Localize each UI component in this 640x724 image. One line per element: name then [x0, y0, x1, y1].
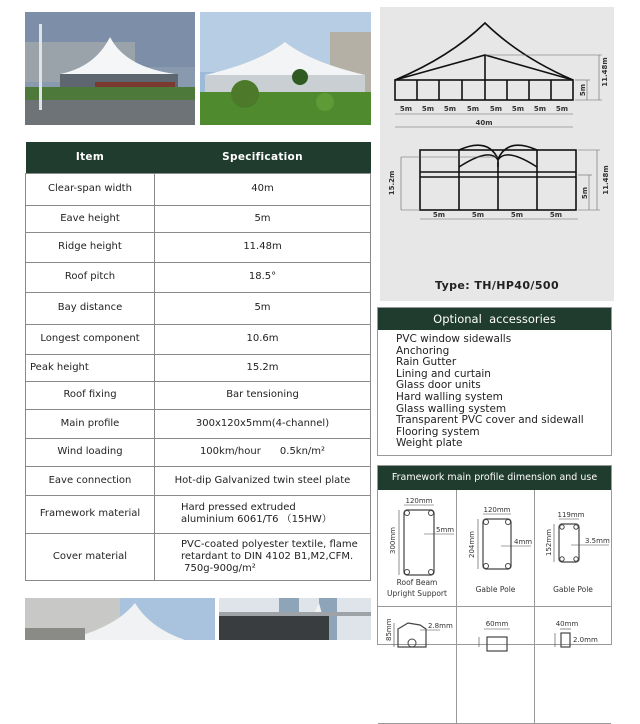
tent-photo-garden	[200, 12, 371, 125]
profile-use-label	[535, 584, 611, 595]
front-bay-label: 5m	[421, 105, 435, 113]
spec-item: Framework material	[26, 495, 155, 533]
spec-value: Bar tensioning	[155, 381, 371, 409]
front-bay-label: 5m	[466, 105, 480, 113]
column-header-item: Item	[26, 142, 155, 173]
profile-height: 300mm	[389, 527, 397, 554]
list-item: Glass walling system	[396, 402, 507, 415]
list-item: Anchoring	[396, 344, 450, 357]
tent-photo-factory	[25, 12, 195, 125]
spec-item: Eave height	[26, 205, 155, 232]
list-item: Transparent PVC cover and sidewall	[396, 414, 584, 427]
spec-item: Longest component	[26, 324, 155, 354]
profile-width: 60mm	[485, 620, 509, 628]
table-row	[26, 438, 371, 466]
side-bay-label: 5m	[510, 211, 524, 219]
profile-use-line: Roof Beam	[396, 578, 438, 587]
table-row	[26, 354, 371, 381]
spec-item: Roof pitch	[26, 262, 155, 292]
profile-thickness: 3.5mm	[585, 537, 610, 545]
spec-value	[155, 495, 371, 533]
profile-section-icon	[535, 607, 611, 724]
table-row	[26, 381, 371, 409]
optional-accessories-box	[377, 307, 612, 456]
spec-value-line: retardant to DIN 4102 B1,M2,CFM.	[181, 550, 354, 562]
profile-cell-gable-pole-a	[457, 490, 535, 607]
front-total-width: 40m	[475, 119, 493, 127]
accessories-list	[378, 330, 611, 450]
table-row	[26, 533, 371, 580]
front-bay-label: 5m	[533, 105, 547, 113]
tent-diagram-panel	[380, 7, 614, 301]
spec-item: Eave connection	[26, 466, 155, 495]
list-item: Glass door units	[396, 379, 481, 392]
tent-photo-bottom-right	[219, 598, 371, 640]
front-bay-label: 5m	[489, 105, 503, 113]
spec-item: Main profile	[26, 409, 155, 438]
list-item: Rain Gutter	[396, 356, 457, 369]
profile-height: 152mm	[545, 529, 553, 556]
spec-value: 10.6m	[155, 324, 371, 354]
profile-cell-roof-beam	[378, 490, 457, 607]
profile-thickness: 2.8mm	[428, 622, 453, 630]
profile-section-icon	[457, 607, 535, 724]
front-bay-label: 5m	[555, 105, 569, 113]
profile-width: 40mm	[555, 620, 579, 628]
side-peak-height: 15.2m	[388, 170, 396, 196]
spec-value: 100km/hour 0.5kn/m²	[155, 438, 371, 466]
table-row	[26, 292, 371, 324]
list-item: Hard walling system	[396, 390, 503, 403]
table-row	[26, 232, 371, 262]
front-eave-height: 5m	[579, 83, 587, 97]
side-ridge-height: 11.48m	[602, 165, 610, 195]
spec-value-line: Hard pressed extruded	[181, 502, 296, 513]
side-eave-height: 5m	[581, 186, 589, 200]
column-header-specification: Specification	[155, 142, 371, 173]
profile-width: 119mm	[557, 511, 585, 519]
table-row	[26, 495, 371, 533]
profile-section-icon	[378, 607, 457, 724]
profile-cell-gable-pole-b	[535, 490, 611, 607]
profile-thickness: 5mm	[436, 526, 455, 534]
spec-value: 11.48m	[155, 232, 371, 262]
list-item: PVC window sidewalls	[396, 333, 512, 345]
optional-accessories-title: Optional accessories	[378, 308, 611, 330]
spec-item: Clear-span width	[26, 173, 155, 205]
profile-width: 120mm	[405, 497, 433, 505]
framework-profile-title: Framework main profile dimension and use	[378, 466, 611, 490]
spec-value	[155, 533, 371, 580]
profile-use-line: Gable Pole	[475, 585, 516, 594]
tent-photo-bottom-left	[25, 598, 215, 640]
profile-cell-5	[457, 607, 535, 724]
front-bay-label: 5m	[443, 105, 457, 113]
front-ridge-height: 11.48m	[601, 57, 609, 87]
tent-elevation-diagrams	[380, 7, 614, 301]
table-row	[26, 173, 371, 205]
spec-item: Wind loading	[26, 438, 155, 466]
profile-width: 120mm	[483, 506, 511, 514]
spec-item: Ridge height	[26, 232, 155, 262]
side-bay-label: 5m	[549, 211, 563, 219]
profile-use-label	[378, 577, 456, 599]
list-item: Weight plate	[396, 437, 463, 450]
framework-profile-box	[377, 465, 612, 645]
spec-value: 5m	[155, 205, 371, 232]
spec-value-line: PVC-coated polyester textile, flame	[181, 538, 358, 550]
profile-height: 204mm	[468, 531, 476, 558]
side-bay-label: 5m	[432, 211, 446, 219]
list-item: Lining and curtain	[396, 367, 491, 380]
front-bay-label: 5m	[511, 105, 525, 113]
tent-type-label: Type: TH/HP40/500	[434, 279, 559, 292]
spec-value-line: aluminium 6061/T6 （15HW）	[181, 514, 332, 525]
profile-thickness: 2.0mm	[573, 636, 598, 644]
table-row	[26, 409, 371, 438]
table-row	[26, 205, 371, 232]
table-row	[26, 466, 371, 495]
profile-thickness: 4mm	[514, 538, 533, 546]
side-bay-label: 5m	[471, 211, 485, 219]
spec-value: 15.2m	[155, 354, 371, 381]
spec-item: Cover material	[26, 533, 155, 580]
spec-value: Hot-dip Galvanized twin steel plate	[155, 466, 371, 495]
profile-cell-6	[535, 607, 611, 724]
spec-item: Bay distance	[26, 292, 155, 324]
profile-grid	[378, 490, 611, 724]
table-row	[26, 262, 371, 292]
profile-use-line: Upright Support	[387, 589, 447, 598]
spec-value-line: 750g-900g/m²	[181, 562, 256, 574]
list-item: Flooring system	[396, 425, 480, 438]
table-row	[26, 324, 371, 354]
profile-use-label	[457, 584, 534, 595]
specification-table	[25, 142, 371, 581]
spec-item: Peak height	[26, 354, 155, 381]
spec-value: 40m	[155, 173, 371, 205]
profile-use-line: Gable Pole	[553, 585, 593, 594]
spec-value: 18.5°	[155, 262, 371, 292]
spec-value: 5m	[155, 292, 371, 324]
spec-item: Roof fixing	[26, 381, 155, 409]
profile-height: 85mm	[385, 618, 393, 641]
front-bay-label: 5m	[399, 105, 413, 113]
profile-cell-4	[378, 607, 457, 724]
spec-value: 300x120x5mm(4-channel)	[155, 409, 371, 438]
